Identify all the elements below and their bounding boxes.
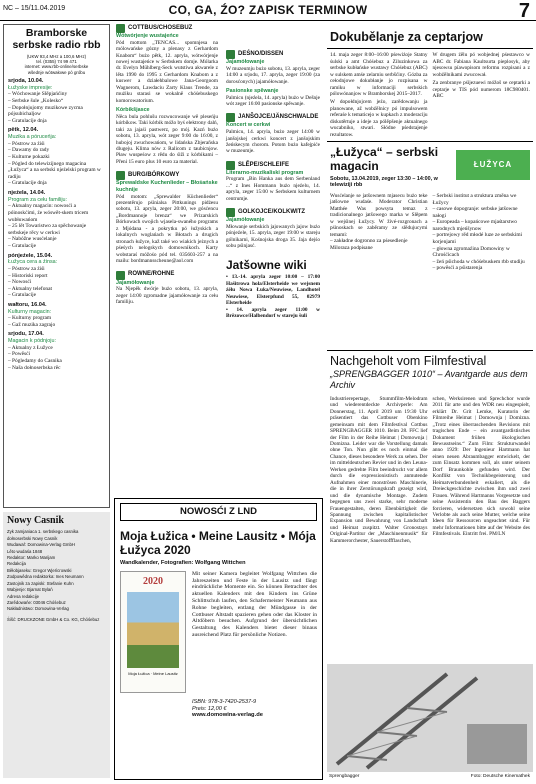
kicker-burg [116, 171, 218, 180]
kicker-label: BURG/BÓRKOWY [128, 172, 180, 179]
tv-topic: – žeń pśichoda w chóśebuskem rbb studiju [432, 258, 525, 265]
column-teacher [327, 24, 533, 347]
event-subtitle: Literarno-muzikaliski program [226, 169, 304, 176]
teacher-text: 14. maja zeger 8:00–16:00 pśewiżoje Statny śulski a amt Chóśebuz a Ziluzinkowa za serbske kubłańske wustawy Chóśebuz (ABC) w sulskem amśe zelarniu serbšćiny. Gózba za cełodnjowe dokubłanje jo rozpisana w ramiku w informaciji serbskich pólowónanjow w Bramborskej 2015–2017. [330, 52, 428, 97]
schedule-day: srjodu, 17.04. [8, 331, 44, 338]
schedule-item: – Gratulacije dnja [8, 117, 47, 124]
calendar-photo [127, 592, 179, 668]
impressum [3, 512, 110, 778]
schedule-item: – Wóchowanje Slěpjańćiny [8, 91, 68, 98]
logo-text: ŁUŽYCA [473, 160, 513, 170]
kicker-cottbus [116, 24, 218, 33]
tv-topic: – portrejowy rěd młodé luze ze serbskimi korjenjami [432, 232, 523, 246]
easter-market-title: Jatšowne wiki [226, 257, 307, 272]
tv-topic: – Serbski institut a struktura změna we Łužycy [432, 192, 517, 206]
radio-note: wšednje wótwałowe pó gróbu [27, 69, 86, 75]
schedule-item: – Serbske šule „Kolesko“ [8, 98, 64, 104]
kicker-dissen [226, 50, 320, 59]
kicker-jaenschwalde [226, 113, 320, 122]
kicker-rohne [116, 271, 218, 280]
kicker-kolkwitz [226, 208, 320, 217]
location-icon [226, 50, 235, 59]
kicker-label: COTTBUS/CHÓŚEBUZ [128, 24, 193, 31]
event-text: Něca bula pohlušu rozwucowanje wě pleseńju kórbikow. Taki kórbik móžo byś elektrony dalń, taki za jajaśi pastwerz, po mój. Kazń bużo sobotu, 13. apryla, wót zeger 9:00 do 16:00, z hubojoj zwuchowańom, w lidańska Zbjeraňska dlugeju. Klima nów z Ralicom z taubicnjow. Pław wuspeśow z rědu do śiži z kórbikami – Přeni 15 euro plus 10 euro za material. [116, 113, 218, 165]
event-subtitle: Sprewaldske Kuchenlieder – Błośańske kuchnije [116, 180, 218, 193]
impressum-line: Lěto wudaśa 1848 [7, 548, 43, 554]
tv-body [327, 191, 533, 274]
teacher-columns [327, 49, 533, 141]
event-text: Młowanje serbskich jajowanych jajow bużo pónjeźele, 15. apryla, zeger 19:00 w stareju gólnikarni, Kośnojska droga 35. Jaja dejśo sobu pśinjasć. [226, 223, 320, 250]
ad-title: Moja Łužica • Meine Lausitz • Mója Łužyca 2020 [120, 528, 316, 557]
tv-left [330, 144, 450, 189]
luzyca-logo [456, 150, 530, 180]
impressum-line: Zastojnik za zapiski: Stefanie Kuhn [7, 580, 74, 586]
event-text: Palmicu, 14. apryla, bużo zeger 14:00 w janšojskej cerkwi koncert z janšojskim žeńskecym chorom. Potom bużo kafejpiće w muzeumje. [226, 129, 320, 155]
schedule-items [8, 91, 105, 124]
schedule-item: – Historiski report [8, 272, 48, 279]
teacher-col-right [433, 52, 531, 138]
easter-market-item: • 14. apryla zeger 11:00 w Brězowce/Halbendorf w stareju šuli [226, 306, 320, 320]
schedule-day: wałtoru, 16.04. [8, 301, 47, 308]
event-text: Na Njepěk dwórje bużo sobotu, 13. apryla, zeger 14:00 zgromadne jajamółowanje za cełu familiju. [116, 286, 218, 306]
tv-topic: Miloraza podpisane [330, 244, 373, 251]
film-title: Nachgeholt vom Filmfestival [330, 354, 487, 368]
event-text: Pód mottom „TENCAS... spomnjesa na mólowańske gózny a plenasy z Gerhardom Knabom“ bużo pětk, 12. apryla, wótwórjenje nowej wustajeńce w Serbskem domje. Mólarka dr. Evelyn Mühlberg-Seck wutstiwa akwarele z lěta 1990 do 1995 z Gerhardom Knabom a z kuswer a działehbalowe Jana-Georgoom Wagnerom, Lawdaciu Zarty Klaus Trende, za mużiku starasi se wokalně chóśebuskego komorowatorium. [116, 39, 218, 104]
radio-title: Bramborske serbske radio rbb [12, 27, 101, 51]
ad-website[interactable]: www.domowina-verlag.de [192, 712, 263, 719]
tv-topic: – powěsći a pśistarenja [432, 265, 483, 272]
radio-box [3, 24, 110, 508]
tv-text: Wusćelanje se jatšownem mjasecu bużo teke jatšowne wudaśe. Moderator Christian Matthée Was powsyta temaz z tradicionalnego jatšowego marka w Slěpem w wejśinej Łužycy. W živé-rozgronach a pśinoskach se zaběramy ze slědujucymi temami: [330, 192, 428, 238]
photo-credit: Foto: Deutsche Kinemathek [470, 774, 530, 779]
radio-tel: tel. (0355) 74 99 471 [36, 58, 77, 64]
schedule-item: – Gratulacije dnja [8, 180, 47, 187]
schedule-day: srjoda, 10.04. [8, 78, 44, 84]
excavator-photo [327, 664, 533, 772]
schedule-item: – Aktualny z Łužyce [8, 344, 53, 351]
impressum-line: Wabjenje: Bjarnat Bylań [7, 587, 53, 593]
schedule-item: – Póstrow za źiśi [8, 140, 45, 147]
schedule-day: pětk, 12.04. [8, 127, 39, 134]
teacher-text: Za zenbranye pśijezuewi móžoš se ceptarki a ceptarje w TIS pód numerom 18C980401. ABC [432, 80, 530, 99]
teacher-text: W dopołdnjojcem jeźo, zarědowanju ja planowane, až wobźělnicy pó impulsowem referaśe k tematicejo w kupkach z moderaciju diskutěrtuje a ideje za pólěpšenje aktualnego wucabniko, stwari. Słódne pśedstajenje rezultatow. [330, 99, 428, 138]
kicker-label: ROWNE/ROHNE [128, 271, 175, 278]
impressum-line: Zarědowańe: 03046 Chóśebuz [7, 600, 66, 605]
kicker-label: DEŚNO/DISSEN [238, 50, 284, 57]
excavator-drawing [327, 664, 533, 772]
event-subtitle: Jajamółowanje [226, 59, 265, 65]
schedule-item: – Pógledamy do Casnika [8, 358, 62, 365]
easter-market-item: • 13.-14. apryla zeger 10:00 – 17:00 Hašitrowa hola/Elsterheide we wejsnem źělu Nowa Łuka/Neuwiese, Landhotel Neuwiese, Elsterpfund 55, 02979 Elsterheide [226, 274, 320, 307]
location-icon [116, 271, 125, 280]
event-subtitle: Kórbikšjasce [116, 107, 150, 114]
schedule-day: njeźela, 14.04. [8, 189, 46, 196]
schedule-items [8, 315, 105, 328]
teacher-col-left [330, 52, 428, 138]
film-text: Industrierepertage, Stummfilm-Melodram und wiederentdeckte Archivperle: Am Donnerstag, 11. April 2019 um 19:30 Uhr präsentiert das Cottbuser Obenkino gemeinsam mit dem Filmfestival Cottbus SPRENGBAGGER 1010. Beim 28. FFC lief der Film in der Reihe Heimat | Domownja | Domizna. Leider war die Vorstellung damals ohne Ton. Nun gibt es noch einmal die Chance, dieses besondere Werk zu sehen. Der im mitteldeutschen Revier und in den Leuna-Werken gedrehte Film beeindruckt vor allem durch die expressionistisch anmutende Aufnahmen einer monströsen Maschinerie, die in ihrer Zerstörungskraft gezeigt wird, und die dynamische Montage. Zudem begegnen uns zwei starke, sehr moderne Frauengestalten, deren Ebenbürtigkeit die Spannung zwischen kapitalistischer Expansion und Bewahrung von Landschaft und Heimat zuspitzt. Walter Gronostays Original-Partitur der „Maschinenmusik“ für Kammerorchester, Sauerstoffflaschen, [330, 395, 428, 544]
tv-topics-right [433, 193, 531, 272]
schedule-item: – Nabóžne wusćelanje [8, 236, 57, 243]
impressum-line: Běłobjaseku: Gregor Wjeńcrowski [7, 567, 72, 573]
teacher-title: Dokubělanje za ceptarjow [327, 24, 533, 49]
schedule-items [8, 141, 105, 187]
impressum-line: Nakładnistwo: Domowina-Verlag [7, 606, 69, 612]
impressum-line: Adresa redakcije [7, 593, 40, 599]
event-subtitle: Wótwórjenje wustajeńce [116, 33, 179, 39]
tv-topic: – głowna zgromaźina Domowiny w Chrośćicach [432, 245, 510, 259]
schedule-item: – Kulturny program [8, 315, 52, 322]
schedule-item: – Gratulacije [8, 292, 36, 299]
schedule-program: Kulturny magacin: [8, 308, 52, 315]
tv-topic: – zakładne dogronno za pśesedlenje [330, 238, 408, 245]
film-subtitle: „SPRENGBAGGER 1010“ – Avantgarde aus dem Archiv [330, 369, 528, 391]
tv-topic: – Europeada – kopańcowe mjaśtarstwo narodnych mjeńšynow [432, 219, 517, 232]
film-text: schen, Werksirenen und Sprechchor wurde 2011 für arte und den WDR neu eingespielt, erklärt Dr. Grit Lemke, Kuratorin der Filmreihe Heimat | Domownja | Domizna. „Trotz eines überraschenden Revisions mit tragischen Ende – ein avantgardistisches Dokument frühen ökologischen Bewusstseins.“ Zum Film: Strukturwandel anno 1929: Der Ingenieur Hartmann hat einen neuen Abraumbagger entwickelt, der zum Einsatz kommen soll, als unter seinem Dorf Braunkohle gefunden wird. Der Konflikt von Technikbegeisterung und Heimatverbundenheit eskaliert, als die Dreieckgeschichte zwischen ihm und zwei Frauen. Während Hartmanns Vorgesetzte und seine Assistentin den Bau des Baggers forcieren, widersetzen sich sowohl seine Verlobte als auch seine Mutter, welche seine Ideen für Ressourcen ungeachtet sind. Für mehr Informationen bitte auf der Website des Filmfestivals. Eintritt frei. PM/LN [432, 395, 530, 538]
schedule-item: – Dopołnjujomy muzikowe zycma pójsubichaljow [8, 104, 83, 118]
ad-subtitle: Wandkalender, Fotografien: Wolfgang Wittchen [120, 559, 246, 566]
kicker-schleife [226, 161, 320, 170]
calendar-year: 2020 [143, 575, 163, 587]
tv-body-right [433, 193, 531, 272]
location-icon [116, 24, 125, 33]
event-subtitle: Koncert w cerkwi [226, 122, 271, 129]
kicker-label: SLĚPE/SCHLEIFE [238, 161, 290, 168]
radio-schedule [8, 78, 105, 371]
schedule-item: – Dawamy do rady [8, 147, 50, 154]
event-subtitle: Pasionske spěwanje [226, 87, 279, 94]
ad-price: Preis: 12,00 € [192, 705, 227, 712]
schedule-day: pónjeźele, 15.04. [8, 252, 53, 259]
schedule-program: Program za cełu familiju: [8, 196, 68, 203]
schedule-item: – Aktualny telefonat [8, 285, 53, 292]
page-number: 7 [518, 0, 530, 22]
impressum-print: Śišć: DRUCKZONE GmbH & Co. KG, Chóśebuz [7, 616, 100, 622]
ad-body [120, 571, 317, 693]
tv-body-left [330, 193, 428, 272]
schedule-items [8, 203, 105, 249]
event-text: Pód motom: „Sprewalder Küchenlieder“ prezentěrujo pśinialsa Pittkunings pidżesu sobotu, 13. apryla, zeger 20:00, we gósćencu „Bordmannoje brenza“ we Prizarskich Bórkowach swojich wjasela-swaného programs z Mjódana - a pokrytku pó łužyskich a lokalnych woglańach w Błotach a drugich stronach łužyce, kaž také wo wiakich jeżnych a pśeśych nelogskych domownikoch. Karty wobstaraś móžośo pód tel. 035603-257 a na mailu: bordmannsscheune@aol.com [116, 193, 218, 265]
schedule-item: – Gratulacije [8, 242, 36, 249]
tv-topics-left [330, 238, 428, 251]
calendar-title: Moja Łužica · Meine Lausitz [128, 670, 178, 676]
schedule-item: – Póstrow za źiśi [8, 265, 45, 272]
page-header [0, 0, 536, 21]
schedule-item: – Pógled do telewizijnego magacina „Łužyca“ a na serbski njeźelski program w radiju [8, 160, 101, 180]
tv-block [327, 141, 533, 191]
tv-topic: – casowe dopogranje: serbske jatšowne nałogi [432, 206, 518, 219]
impressum-line: Wudawaŕ: Domowina-Verlag GmbH [7, 542, 75, 548]
ad-text-col [192, 571, 317, 693]
location-icon [226, 208, 235, 217]
location-icon [226, 161, 235, 170]
location-icon [116, 171, 125, 180]
teacher-text: W drugem źělu pó wobjednej pśestawco w ABC dr. Fabiana Kaultsurta pieplosyk, aby njesowsu píawopisom reformu rozpisani a z wobźělnikami zwucował. [432, 52, 530, 78]
impressum-line: Redaktor: Marko Marijam [7, 554, 56, 560]
event-text: Program „Bin Hanka aus dem Serbenland ...“ z Ines Hommann bużo njeźelu, 14. apryla, zeger 15:00 w Serbskem kulturnem centrumje. [226, 176, 320, 202]
schedule-program: Magacin k pódnjoju: [8, 338, 56, 345]
ad-banner: NOWOSĆI Z LND [120, 503, 317, 521]
edition-label: NC – 15/11.04.2019 [3, 5, 66, 12]
schedule-items [8, 266, 105, 299]
photo-caption: Sprengbagger [329, 774, 360, 779]
column-dissen [223, 24, 323, 494]
location-icon [226, 113, 235, 122]
schedule-item: – Aktualny magacin: nowosći a póinoskćimi, źe wóswět-skem tricem wubłuwańom [8, 203, 89, 223]
schedule-item: – Kulturne pokazki [8, 153, 50, 160]
event-subtitle: Jajamółowanje [226, 217, 265, 224]
ad-text: Mit seiner Kamera begleitet Wolfgang Wittchen die Jahreszeiten und Feste in der Lausitz und fängt eindrückliche Momente ein. So können Betrachter des aktuellen Kalenders mit den Kindern ins Grüne Schlittschuh laufen, den Schafermeister Neumann aus Rohne begleiten, entlang der Mündgasse in der Cottbuser Altstadt spazieren gehen oder das Kloster in Altdöbern besuchen. Aufgrund der übersichtlichen Gestaltung des Kalenders bietet dieser binaus ausreichend Platz für persönliche Notizen. [192, 570, 317, 639]
event-subtitle: Jajamółowanje [116, 279, 155, 286]
schedule-item: – Gaž muzika zagrajo [8, 321, 56, 328]
impressum-line: dołnoserbski Nowy Casnik [7, 535, 58, 541]
schedule-item: – Naša dołnoserbska rěc [8, 364, 61, 371]
film-body [327, 394, 533, 546]
schedule-item: – 25 lět Towaristwo za spěchowanje serbskeje rěcy w cerkwi [8, 223, 87, 236]
schedule-items [8, 345, 105, 371]
schedule-program: Łužyske impresije: [8, 84, 53, 91]
calendar-cover [120, 571, 186, 693]
impressum-line: Zodpowědna redaktorka: Ines Neumann [7, 574, 84, 580]
radio-freq: (UKW 93,4 MHz a 100,6 MHz) [26, 53, 87, 59]
kicker-label: JANŠOJCE/JÄNSCHWALDE [238, 114, 319, 121]
impressum-line: Zyk zamjaniaca 1. serbskego casnika [7, 529, 79, 535]
book-ad [114, 498, 323, 780]
schedule-item: – Nowosći [8, 279, 32, 286]
event-text: Palmicu (njeźela, 14. apryla) bużo w Dešnje wót zeger 16:00 pasionske spěwanje. [226, 94, 320, 107]
impressum-line: Redakcija [7, 561, 26, 567]
ad-isbn: ISBN: 978-3-7420-2537-9 [192, 698, 257, 705]
kicker-label: GOLKOJCE/KOLKWITZ [238, 209, 305, 216]
tv-when: Sobotu, 13.04.2019, zeger 13:30 – 14:00, w telewiziji rbb [330, 175, 438, 189]
tv-title: „Łužyca“ – serbski magacin [330, 145, 439, 173]
impressum-title: Nowy Casnik [7, 515, 64, 526]
schedule-program: Łužyca cera a źinsa: [8, 259, 58, 266]
schedule-program: Muzika a póruceńja: [8, 134, 57, 141]
radio-web: internet: www.rbb-online/serbske [24, 64, 89, 70]
schedule-item: – Powěsći [8, 351, 31, 358]
impressum-lines [7, 529, 106, 613]
event-text: W muzeumju bużo sobotu, 13. apryla, zeger 14:00 a srjodu, 17. apryla, zeger 19:00 (za dorosćonych) jajamółowanje. [226, 65, 320, 85]
page-title: CO, GA, ŹO? ZAPISK TERMINOW [168, 3, 368, 17]
column-cottbus [113, 24, 221, 504]
